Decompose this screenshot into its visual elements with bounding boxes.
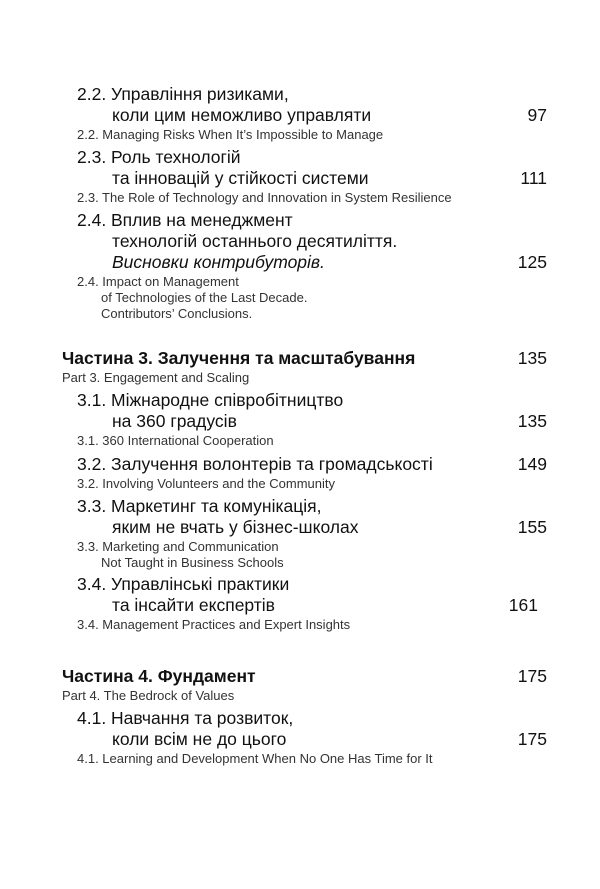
page-number: 125 <box>517 252 547 272</box>
toc-entry-2-3 <box>77 147 547 205</box>
title-line-1: Вплив на менеджмент <box>111 210 293 230</box>
page-number: 155 <box>517 517 547 537</box>
toc-title-en: 3.2. Involving Volunteers and the Community <box>77 476 335 491</box>
page-number: 97 <box>527 105 547 125</box>
toc-title-en: 3.4. Management Practices and Expert Insights <box>77 617 351 632</box>
page-number: 135 <box>517 348 547 368</box>
title-line-1: Навчання та розвиток, <box>111 708 294 728</box>
title-line-1: Залучення волонтерів та громадськості <box>111 454 433 474</box>
title-line-3: Висновки контрибуторів. <box>112 252 325 272</box>
section-number: 2.4. <box>77 210 107 230</box>
title-line-1: Маркетинг та комунікація, <box>111 496 322 516</box>
toc-entry-3-1 <box>77 390 547 448</box>
page-number: 175 <box>517 666 547 686</box>
section-number: 4.1. <box>77 708 107 728</box>
toc-entry-3-4 <box>77 574 547 632</box>
part-title-en: Part 4. The Bedrock of Values <box>62 688 235 703</box>
title-line-1: Управління ризиками, <box>111 84 289 104</box>
page-number: 161 <box>508 595 538 615</box>
toc-entry-3-2 <box>77 454 547 491</box>
section-number: 3.1. <box>77 390 107 410</box>
page-number: 111 <box>520 168 547 188</box>
title-line-2: коли цим неможливо управляти <box>112 105 372 125</box>
part-title-en: Part 3. Engagement and Scaling <box>62 370 250 385</box>
section-number: 2.3. <box>77 147 107 167</box>
toc-title-en-line-2: of Technologies of the Last Decade. <box>101 290 308 305</box>
toc-part-3 <box>62 348 547 385</box>
title-line-1: Управлінські практики <box>111 574 290 594</box>
toc-entry-2-4 <box>77 210 547 321</box>
toc-title-en-line-2: Not Taught in Business Schools <box>101 555 284 570</box>
section-number: 2.2. <box>77 84 107 104</box>
toc-title-ua <box>77 84 547 105</box>
title-line-2: та інсайти експертів <box>112 595 275 615</box>
page-number: 149 <box>517 454 547 474</box>
toc-entry-4-1 <box>77 708 547 766</box>
section-number: 3.3. <box>77 496 107 516</box>
page-number: 135 <box>517 411 547 431</box>
toc-title-en: 4.1. Learning and Development When No One Has Time for It <box>77 751 433 766</box>
page-number: 175 <box>517 729 547 749</box>
toc-entry-3-3 <box>77 496 547 570</box>
title-line-1: Роль технологій <box>111 147 241 167</box>
section-number: 3.2. <box>77 454 107 474</box>
toc-title-en-line-3: Contributors’ Conclusions. <box>101 306 253 321</box>
toc-title-en-line-1: 3.3. Marketing and Communication <box>77 539 279 554</box>
title-line-2: технологій останнього десятиліття. <box>112 231 398 251</box>
title-line-2: та інновацій у стійкості системи <box>112 168 369 188</box>
part-title: Частина 4. Фундамент <box>62 666 256 686</box>
toc-title-en: 3.1. 360 International Cooperation <box>77 433 274 448</box>
toc-entry-2-2 <box>77 84 547 142</box>
title-line-2: на 360 градусів <box>112 411 237 431</box>
toc-part-4 <box>62 666 547 703</box>
title-line-1: Міжнародне співробітництво <box>111 390 344 410</box>
part-title: Частина 3. Залучення та масштабування <box>62 348 416 368</box>
toc-title-en: 2.3. The Role of Technology and Innovation in System Resilience <box>77 190 452 205</box>
title-line-2: яким не вчать у бізнес-школах <box>112 517 359 537</box>
section-number: 3.4. <box>77 574 107 594</box>
toc-title-en: 2.2. Managing Risks When It’s Impossible to Manage <box>77 127 384 142</box>
toc-title-en-line-1: 2.4. Impact on Management <box>77 274 239 289</box>
title-line-2: коли всім не до цього <box>112 729 287 749</box>
